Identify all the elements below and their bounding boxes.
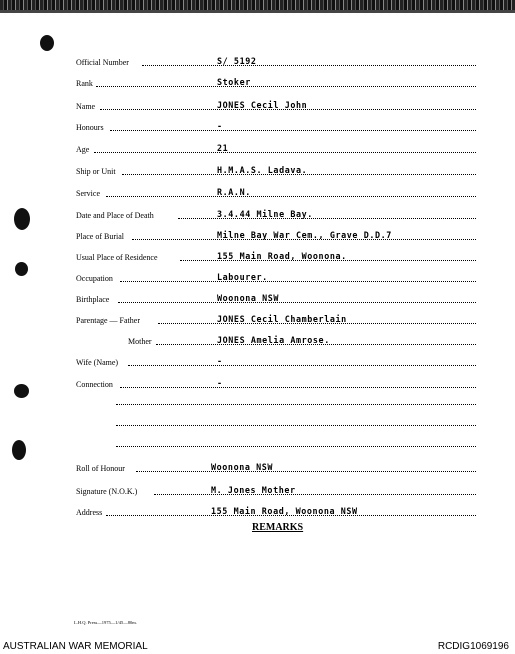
death-value: 3.4.44 Milne Bay. [217, 209, 313, 219]
row-rank [76, 73, 476, 89]
punch-hole-4 [14, 384, 29, 398]
dotted-line [106, 195, 476, 197]
connection-continuation-line [116, 424, 476, 426]
row-date-place-death [76, 205, 476, 221]
wife-value: - [217, 356, 223, 366]
dotted-line [136, 470, 476, 472]
rank-value: Stoker [217, 77, 251, 87]
ship-or-unit-value: H.M.A.S. Ladava. [217, 165, 308, 175]
roll-of-honour-label: Roll of Honour [76, 464, 125, 473]
birthplace-label: Birthplace [76, 295, 110, 304]
dotted-line [96, 85, 476, 87]
row-honours [76, 117, 476, 133]
connection-label: Connection [76, 380, 113, 389]
connection-continuation-line [116, 403, 476, 405]
punch-hole-2 [14, 208, 30, 230]
death-label: Date and Place of Death [76, 211, 154, 220]
punch-hole-5 [12, 440, 26, 460]
row-name [76, 96, 476, 112]
burial-value: Milne Bay War Cem., Grave D.D.7 [217, 230, 392, 240]
service-label: Service [76, 189, 100, 198]
row-mother [76, 331, 476, 347]
mother-label: Mother [128, 337, 152, 346]
roll-of-honour-value: Woonona NSW [211, 462, 274, 472]
service-value: R.A.N. [217, 187, 251, 197]
printer-imprint: L.H.Q. Press—1975—1/45—80m. [74, 620, 137, 625]
name-label: Name [76, 102, 96, 111]
row-age [76, 139, 476, 155]
row-occupation [76, 268, 476, 284]
wife-label: Wife (Name) [76, 358, 119, 367]
row-roll-of-honour [76, 458, 476, 474]
dotted-line [118, 301, 476, 303]
dotted-line [154, 493, 476, 495]
rank-label: Rank [76, 79, 93, 88]
burial-label: Place of Burial [76, 232, 124, 241]
age-label: Age [76, 145, 90, 154]
occupation-value: Labourer. [217, 272, 268, 282]
row-father [76, 310, 476, 326]
row-address [76, 502, 476, 518]
dotted-line [142, 64, 476, 66]
punch-hole-1 [40, 35, 54, 51]
address-label: Address [76, 508, 103, 517]
row-official-number [76, 52, 476, 68]
address-value: 155 Main Road, Woonona NSW [211, 506, 358, 516]
dotted-line [120, 280, 476, 282]
dotted-line [110, 129, 476, 131]
name-value: JONES Cecil John [217, 100, 308, 110]
signature-label: Signature (N.O.K.) [76, 487, 138, 496]
remarks-heading: REMARKS [252, 522, 304, 533]
row-residence [76, 247, 476, 263]
connection-continuation-line [116, 445, 476, 447]
archive-footer [0, 640, 515, 654]
official-number-value: S/ 5192 [217, 56, 257, 66]
row-birthplace [76, 289, 476, 305]
row-connection [76, 374, 476, 390]
honours-label: Honours [76, 123, 104, 132]
signature-value: M. Jones Mother [211, 485, 296, 495]
dotted-line [128, 364, 476, 366]
honours-value: - [217, 121, 223, 131]
record-id: RCDIG1069196 [437, 641, 509, 652]
birthplace-value: Woonona NSW [217, 293, 280, 303]
row-signature [76, 481, 476, 497]
mother-value: JONES Amelia Amrose. [217, 335, 330, 345]
scanned-top-edge [0, 0, 515, 10]
father-label: Parentage — Father [76, 316, 140, 325]
row-place-of-burial [76, 226, 476, 242]
age-value: 21 [217, 143, 229, 153]
dotted-line [120, 386, 476, 388]
connection-value: - [217, 378, 223, 388]
dotted-line [94, 151, 476, 153]
punch-hole-3 [15, 262, 28, 276]
occupation-label: Occupation [76, 274, 113, 283]
row-ship-or-unit [76, 161, 476, 177]
row-service [76, 183, 476, 199]
archive-name: AUSTRALIAN WAR MEMORIAL [3, 641, 148, 652]
row-wife [76, 352, 476, 368]
father-value: JONES Cecil Chamberlain [217, 314, 347, 324]
scanned-top-edge-line [0, 10, 515, 13]
ship-or-unit-label: Ship or Unit [76, 167, 116, 176]
residence-label: Usual Place of Residence [76, 253, 158, 262]
residence-value: 155 Main Road, Woonona. [217, 251, 347, 261]
official-number-label: Official Number [76, 58, 129, 67]
